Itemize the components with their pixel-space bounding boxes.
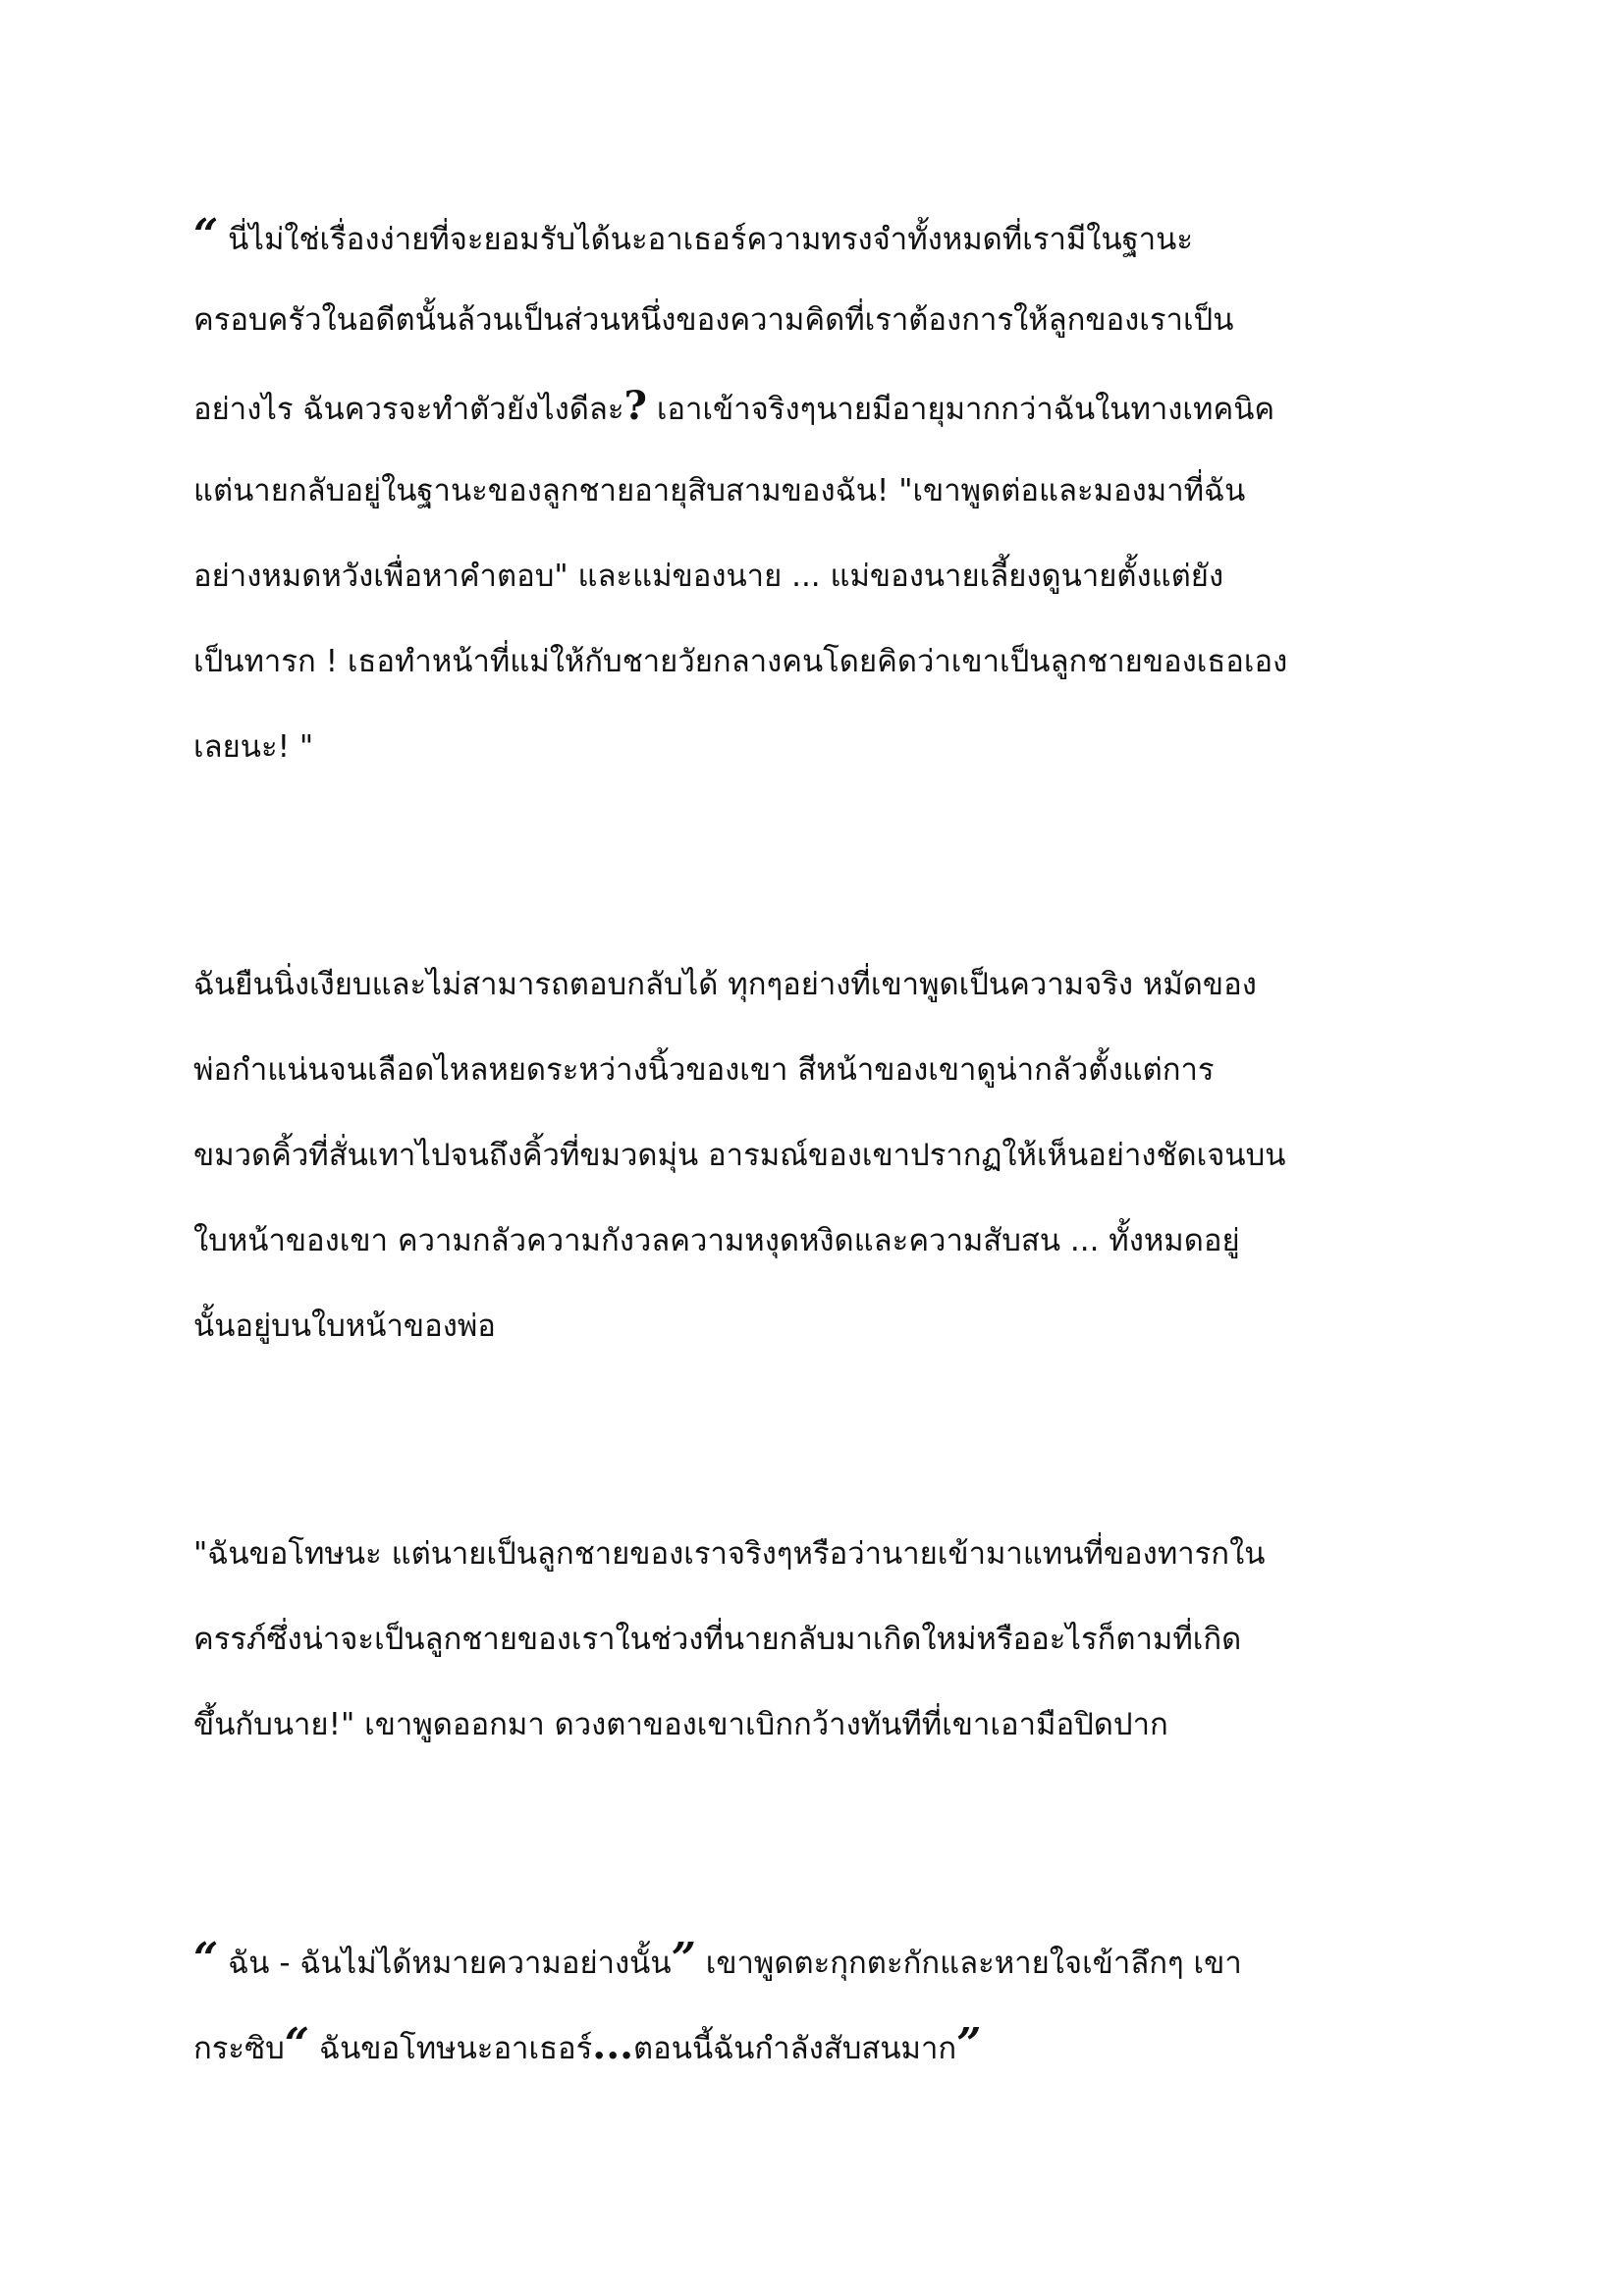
close-quote-mark: ”	[671, 1934, 696, 1984]
text-line: อย่างหมดหวังเพื่อหาคำตอบ" และแม่ของนาย ... แม่ของนายเลี้ยงดูนายตั้งแต่ยัง	[193, 559, 1224, 594]
text-line: เป็นทารก ! เธอทำหน้าที่แม่ให้กับชายวัยกลางคนโดยคิดว่าเขาเป็นลูกชายของเธอเอง	[193, 644, 1288, 679]
text-line: ขมวดคิ้วที่สั่นเทาไปจนถึงคิ้วที่ขมวดมุ่น อารมณ์ของเขาปรากฏให้เห็นอย่างชัดเจนบน	[193, 1138, 1286, 1173]
open-quote-mark: “	[193, 210, 219, 260]
ellipsis-mark: ...	[592, 2022, 634, 2068]
paragraph-1	[193, 192, 1470, 790]
close-quote-mark: ”	[956, 2019, 982, 2069]
text-line: พ่อกำแน่นจนเลือดไหลหยดระหว่างนิ้วของเขา สีหน้าของเขาดูน่ากลัวตั้งแต่การ	[193, 1052, 1215, 1088]
text-line: ใบหน้าของเขา ความกลัวความกังวลความหงุดหงิดและความสับสน ... ทั้งหมดอยู่	[193, 1223, 1240, 1258]
question-mark: ?	[623, 383, 647, 429]
text-line: ฉันยืนนิ่งเงียบและไม่สามารถตอบกลับได้ ทุกๆอย่างที่เขาพูดเป็นความจริง หมัดของ	[193, 967, 1257, 1002]
paragraph-3	[193, 1512, 1470, 1768]
open-quote-mark: “	[193, 1934, 219, 1984]
text-line: อย่างไร ฉันควรจะทำตัวยังไงดีละ? เอาเข้าจริงๆนายมีอายุมากกว่าฉันในทางเทคนิค	[193, 383, 1275, 429]
text-line: แต่นายกลับอยู่ในฐานะของลูกชายอายุสิบสามของฉัน! "เขาพูดต่อและมองมาที่ฉัน	[193, 473, 1246, 508]
text-line: ครอบครัวในอดีตนั้นล้วนเป็นส่วนหนึ่งของความคิดที่เราต้องการให้ลูกของเราเป็น	[193, 302, 1234, 338]
paragraph-4	[193, 1916, 1470, 2087]
open-quote-mark: “	[284, 2019, 310, 2069]
text-line: กระซิบ“ ฉันขอโทษนะอาเธอร์...ตอนนี้ฉันกำลังสับสนมาก”	[193, 2019, 982, 2069]
paragraph-2	[193, 942, 1470, 1369]
text-line: ครรภ์ซึ่งน่าจะเป็นลูกชายของเราในช่วงที่นายกลับมาเกิดใหม่หรืออะไรก็ตามที่เกิด	[193, 1622, 1242, 1657]
text-line: “ นี่ไม่ใช่เรื่องง่ายที่จะยอมรับได้นะอาเธอร์ความทรงจำทั้งหมดที่เรามีในฐานะ	[193, 210, 1193, 260]
text-line: ขึ้นกับนาย!" เขาพูดออกมา ดวงตาของเขาเบิกกว้างทันทีที่เขาเอามือปิดปาก	[193, 1707, 1168, 1742]
text-line: เลยนะ! "	[193, 729, 314, 765]
text-line: "ฉันขอโทษนะ แต่นายเป็นลูกชายของเราจริงๆหรือว่านายเข้ามาแทนที่ของทารกใน	[193, 1536, 1266, 1572]
text-line: นั้นอยู่บนใบหน้าของพ่อ	[193, 1308, 496, 1344]
text-line: “ ฉัน - ฉันไม่ได้หมายความอย่างนั้น” เขาพูดตะกุกตะกักและหายใจเข้าลึกๆ เขา	[193, 1934, 1242, 1984]
